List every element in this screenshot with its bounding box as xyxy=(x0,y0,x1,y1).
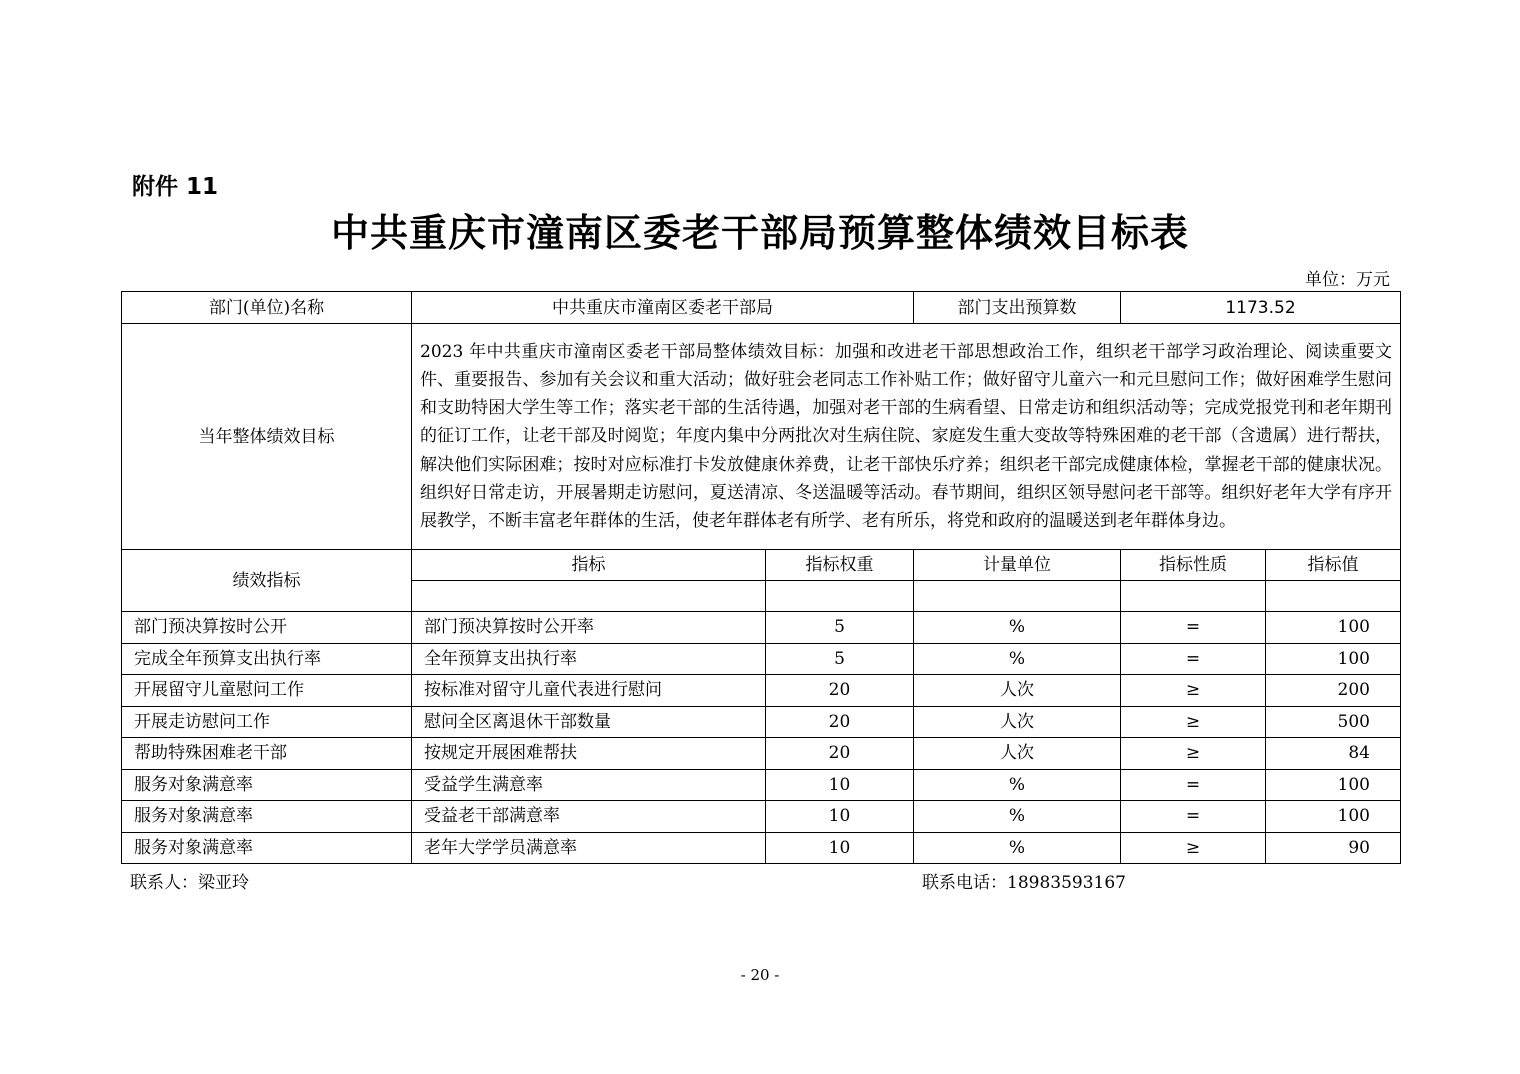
unit-label: 单位：万元 xyxy=(1305,270,1390,290)
row-value: 500 xyxy=(1266,706,1401,738)
empty-cell xyxy=(1121,581,1266,612)
empty-cell xyxy=(412,581,766,612)
table-row xyxy=(122,832,1401,864)
row-name: 开展留守儿童慰问工作 xyxy=(122,675,412,707)
goal-row xyxy=(122,324,1401,550)
row-indicator: 按规定开展困难帮扶 xyxy=(412,738,766,770)
row-indicator: 受益老干部满意率 xyxy=(412,801,766,833)
row-name: 完成全年预算支出执行率 xyxy=(122,643,412,675)
row-indicator: 慰问全区离退休干部数量 xyxy=(412,706,766,738)
table-row xyxy=(122,612,1401,644)
row-weight: 5 xyxy=(766,643,914,675)
row-name: 服务对象满意率 xyxy=(122,769,412,801)
table-row xyxy=(122,801,1401,833)
indicator-section-label: 绩效指标 xyxy=(122,550,412,612)
dept-value: 中共重庆市潼南区委老干部局 xyxy=(412,292,914,324)
row-name: 帮助特殊困难老干部 xyxy=(122,738,412,770)
row-value: 90 xyxy=(1266,832,1401,864)
row-value: 100 xyxy=(1266,769,1401,801)
row-value: 200 xyxy=(1266,675,1401,707)
row-name: 开展走访慰问工作 xyxy=(122,706,412,738)
row-name: 服务对象满意率 xyxy=(122,832,412,864)
row-nature: = xyxy=(1121,801,1266,833)
goal-text: 2023 年中共重庆市潼南区委老干部局整体绩效目标：加强和改进老干部思想政治工作，组织老干部学习政治理论、阅读重要文件、重要报告、参加有关会议和重大活动；做好驻会老同志工作补贴工作；做好留守儿童六一和元旦慰问工作；做好困难学生慰问和支助特困大学生等工作；落实老干部的生活待遇，加强对老干部的生病看望、日常走访和组织活动等；完成党报党刊和老年期刊的征订工作，让老干部及时阅览；年度内集中分两批次对生病住院、家庭发生重大变故等特殊困难的老干部（含遗属）进行帮扶，解决他们实际困难；按时对应标准打卡发放健康休养费，让老干部快乐疗养；组织老干部完成健康体检，掌握老干部的健康状况。组织好日常走访，开展暑期走访慰问，夏送清凉、冬送温暖等活动。春节期间，组织区领导慰问老干部等。组织好老年大学有序开展教学，不断丰富老年群体的生活，使老年群体老有所学、老有所乐，将党和政府的温暖送到老年群体身边。 xyxy=(412,324,1401,550)
dept-label: 部门(单位)名称 xyxy=(122,292,412,324)
header-unit: 计量单位 xyxy=(914,550,1121,581)
empty-cell xyxy=(766,581,914,612)
table-row xyxy=(122,706,1401,738)
row-indicator: 全年预算支出执行率 xyxy=(412,643,766,675)
header-value: 指标值 xyxy=(1266,550,1401,581)
budget-label: 部门支出预算数 xyxy=(914,292,1121,324)
row-indicator: 老年大学学员满意率 xyxy=(412,832,766,864)
row-unit: % xyxy=(914,769,1121,801)
header-weight: 指标权重 xyxy=(766,550,914,581)
row-unit: % xyxy=(914,612,1121,644)
header-nature: 指标性质 xyxy=(1121,550,1266,581)
row-nature: = xyxy=(1121,612,1266,644)
row-nature: ≥ xyxy=(1121,675,1266,707)
row-nature: ≥ xyxy=(1121,738,1266,770)
row-unit: % xyxy=(914,832,1121,864)
row-unit: % xyxy=(914,801,1121,833)
dept-row xyxy=(122,292,1401,324)
row-value: 100 xyxy=(1266,612,1401,644)
contact-phone: 联系电话：18983593167 xyxy=(922,873,1126,893)
row-weight: 5 xyxy=(766,612,914,644)
empty-cell xyxy=(1266,581,1401,612)
row-nature: = xyxy=(1121,769,1266,801)
row-name: 部门预决算按时公开 xyxy=(122,612,412,644)
row-indicator: 受益学生满意率 xyxy=(412,769,766,801)
header-indicator: 指标 xyxy=(412,550,766,581)
row-unit: 人次 xyxy=(914,706,1121,738)
row-value: 84 xyxy=(1266,738,1401,770)
page-title: 中共重庆市潼南区委老干部局预算整体绩效目标表 xyxy=(330,210,1189,255)
row-value: 100 xyxy=(1266,801,1401,833)
row-unit: 人次 xyxy=(914,675,1121,707)
row-weight: 10 xyxy=(766,832,914,864)
attachment-label: 附件 11 xyxy=(132,174,219,200)
row-weight: 20 xyxy=(766,675,914,707)
row-weight: 20 xyxy=(766,706,914,738)
goal-label: 当年整体绩效目标 xyxy=(122,324,412,550)
row-weight: 10 xyxy=(766,769,914,801)
performance-table xyxy=(121,291,1401,864)
row-indicator: 部门预决算按时公开率 xyxy=(412,612,766,644)
empty-cell xyxy=(914,581,1121,612)
row-nature: ≥ xyxy=(1121,832,1266,864)
row-weight: 10 xyxy=(766,801,914,833)
table-row xyxy=(122,769,1401,801)
budget-value: 1173.52 xyxy=(1121,292,1401,324)
row-value: 100 xyxy=(1266,643,1401,675)
row-nature: ≥ xyxy=(1121,706,1266,738)
table-row xyxy=(122,738,1401,770)
row-unit: 人次 xyxy=(914,738,1121,770)
page-number: - 20 - xyxy=(740,966,780,984)
indicator-header-row xyxy=(122,550,1401,581)
row-name: 服务对象满意率 xyxy=(122,801,412,833)
row-nature: = xyxy=(1121,643,1266,675)
row-unit: % xyxy=(914,643,1121,675)
contact-person: 联系人：梁亚玲 xyxy=(130,873,249,893)
row-indicator: 按标准对留守儿童代表进行慰问 xyxy=(412,675,766,707)
table-row xyxy=(122,675,1401,707)
row-weight: 20 xyxy=(766,738,914,770)
table-row xyxy=(122,643,1401,675)
